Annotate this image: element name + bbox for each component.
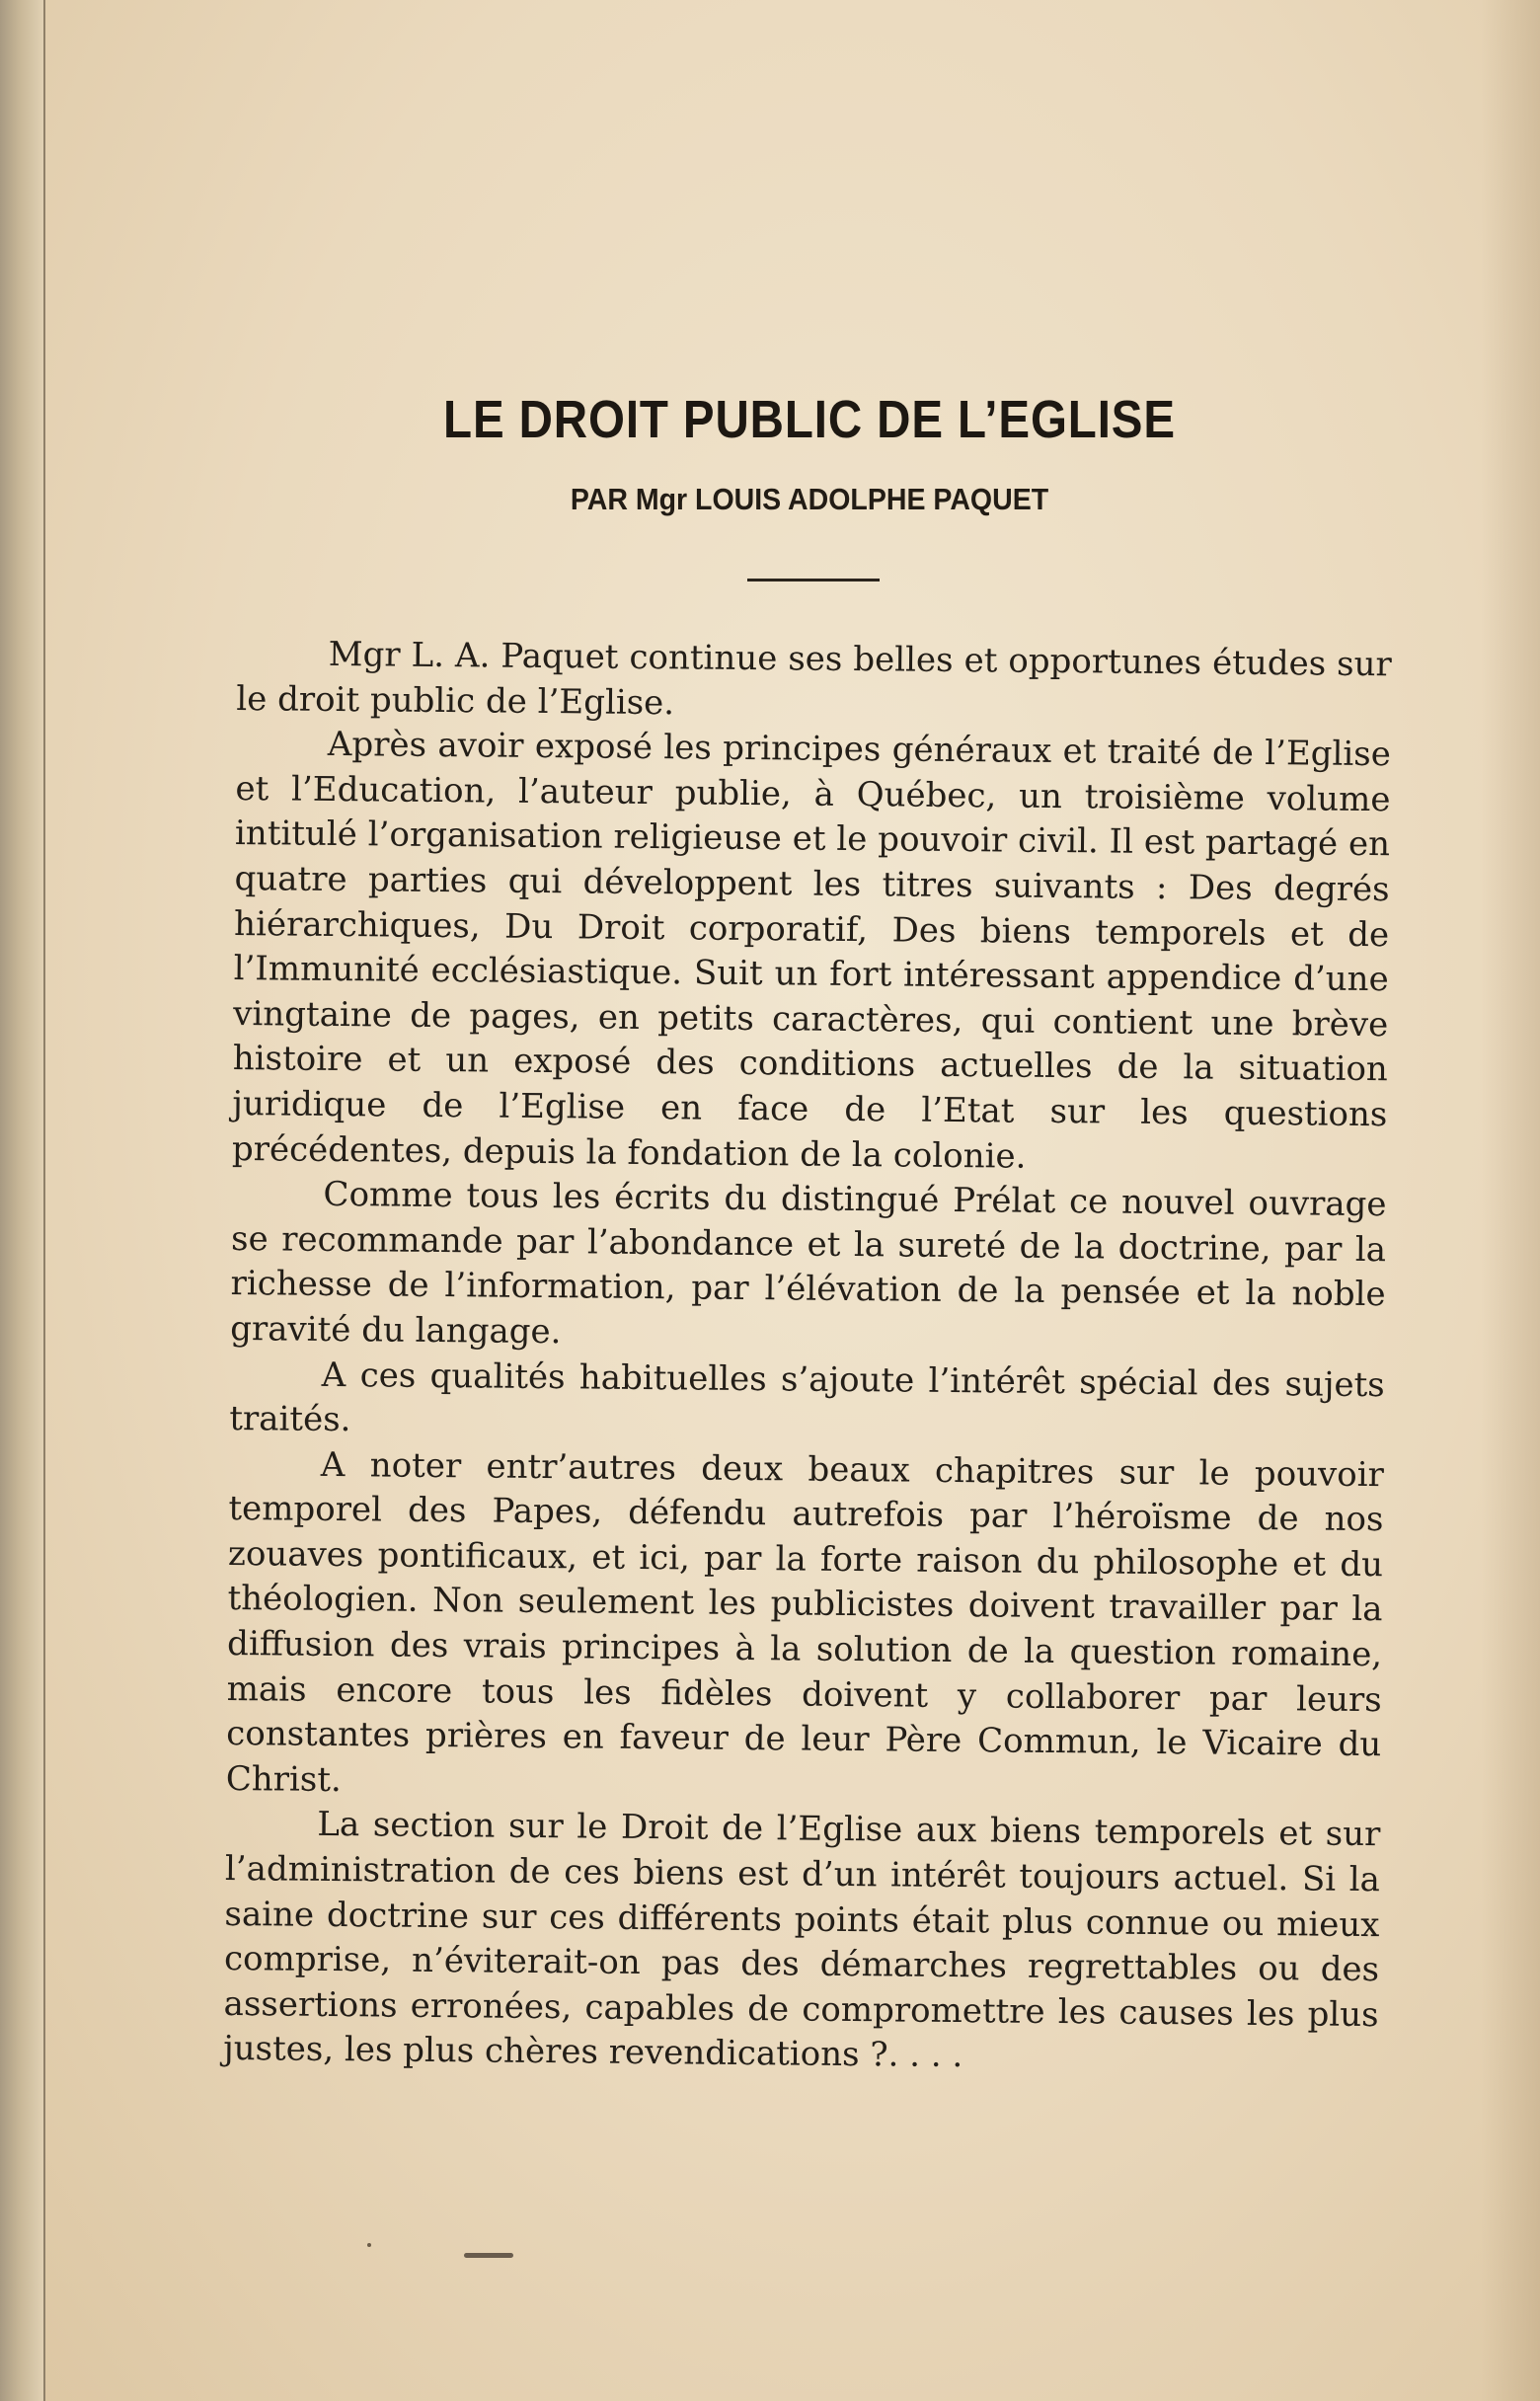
- paragraph: A noter entr’autres deux beaux chapitres sur le pouvoir temporel des Papes, défendu autrefois par l’héroïsme de nos zouaves pontificaux, et ici, par la forte raison du philosophe et du théologien. Non seulement les publicistes doivent travailler par la diffusion des vrais principes à la solution de la question romaine, mais encore tous les fidèles doivent y collaborer par leurs constantes prières en faveur de leur Père Commun, le Vicaire du Christ.: [225, 1444, 1385, 1800]
- paragraph: Mgr L. A. Paquet continue ses belles et opportunes études sur le droit public de l’Eglise.: [236, 634, 1392, 723]
- book-binding-edge: [0, 0, 45, 2401]
- article-title: LE DROIT PUBLIC DE L’EGLISE: [443, 390, 1176, 449]
- paragraph: Comme tous les écrits du distingué Prélat ce nouvel ouvrage se recommande par l’abondance et la sureté de la doctrine, par la richesse de l’information, par l’élévation de la pensée et la noble gravité du langage.: [230, 1174, 1387, 1353]
- page-edge-shadow: [1481, 0, 1540, 2401]
- paragraph: Après avoir exposé les principes généraux et traité de l’Eglise et l’Education, l’auteur publie, à Québec, un troisième volume intitulé l’organisation religieuse et le pouvoir civil. Il est partagé en quatre parties qui développent les titres suivants : Des degrés hiérarchiques, Du Droit corporatif, Des biens temporels et de l’Immunité ecclésiastique. Suit un fort intéressant appendice d’une vingtaine de pages, en petits caractères, qui contient une brève histoire et un exposé des conditions actuelles de la situation juridique de l’Eglise en face de l’Etat sur les questions précédentes, depuis la fondation de la colonie.: [231, 725, 1392, 1177]
- article-byline: PAR Mgr LOUIS ADOLPHE PAQUET: [570, 482, 1049, 516]
- paragraph: A ces qualités habituelles s’ajoute l’intérêt spécial des sujets traités.: [229, 1355, 1385, 1440]
- ink-speck: [367, 2243, 371, 2247]
- paragraph: La section sur le Droit de l’Eglise aux biens temporels et sur l’administration de ces biens est d’un intérêt toujours actuel. Si la saine doctrine sur ces différents points était plus connue ou mieux comprise, n’éviterait-on pas des démarches regrettables ou des assertions erronées, capables de compromettre les causes les plus justes, les plus chères revendications ?. . . .: [223, 1805, 1381, 2076]
- ink-smudge: [464, 2253, 513, 2258]
- article-body: [223, 632, 1392, 2083]
- title-divider: [747, 579, 880, 581]
